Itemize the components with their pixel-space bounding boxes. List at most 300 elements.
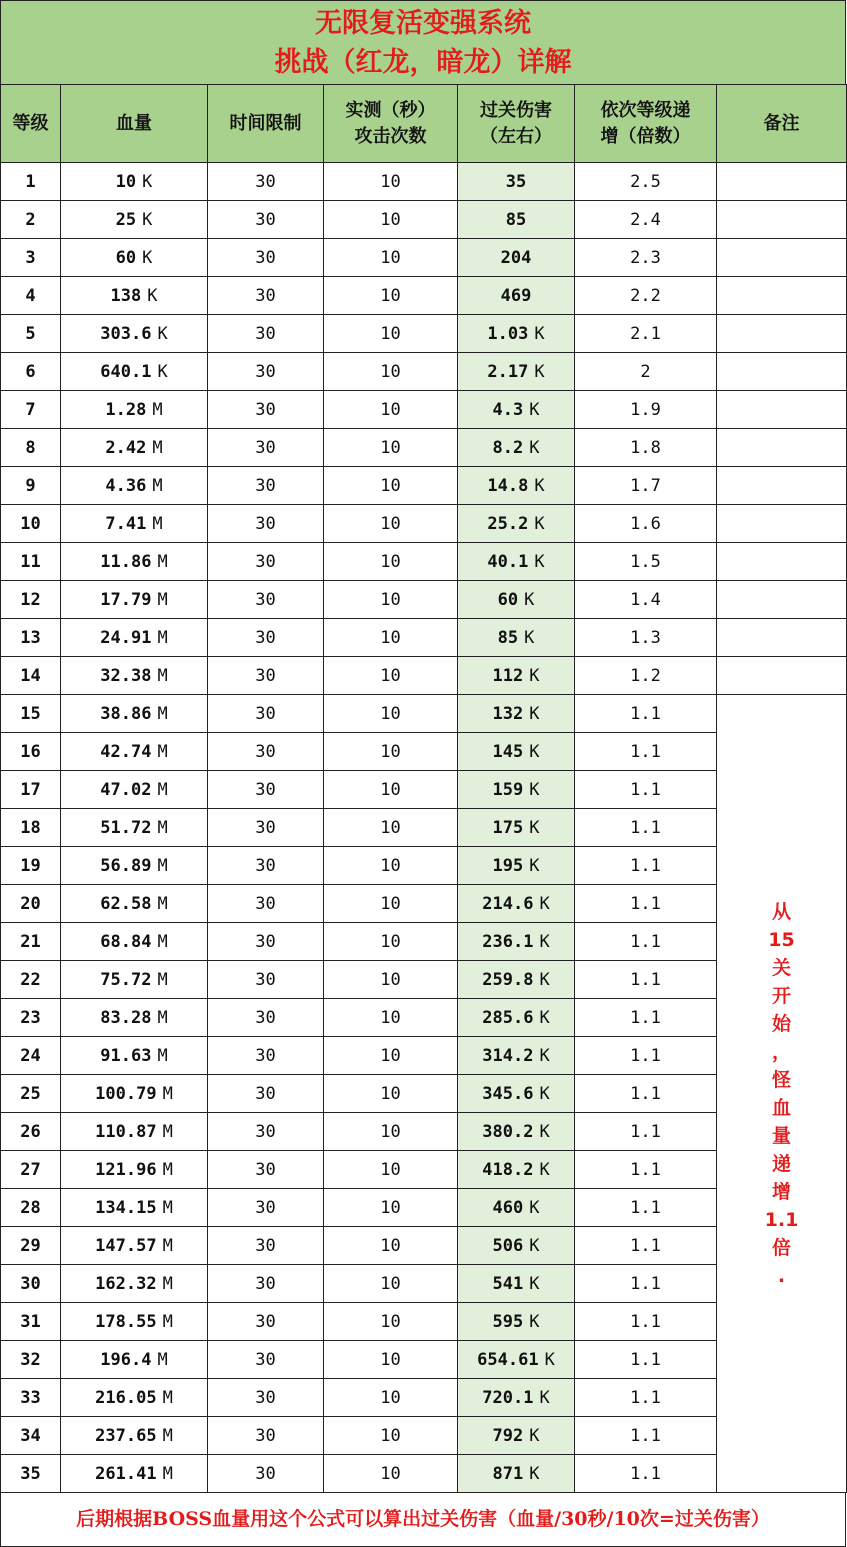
level-cell: 32: [1, 1341, 61, 1379]
damage-unit: K: [544, 1349, 555, 1370]
hp-cell: [61, 961, 208, 999]
hp-value: 196.4: [100, 1349, 152, 1370]
multiplier-cell: 1.1: [575, 1341, 717, 1379]
damage-unit: K: [529, 779, 540, 800]
damage-cell: [458, 1189, 575, 1227]
hp-value: 138: [110, 285, 142, 306]
level-cell: 9: [1, 467, 61, 505]
time-limit-cell: 30: [208, 1455, 324, 1493]
attacks-cell: 10: [324, 885, 458, 923]
level-cell: 22: [1, 961, 61, 999]
damage-value: 60: [497, 589, 519, 610]
vertical-note-char: 增: [771, 1180, 791, 1203]
time-limit-cell: 30: [208, 505, 324, 543]
attacks-cell: 10: [324, 1341, 458, 1379]
hp-cell: [61, 999, 208, 1037]
hp-cell: [61, 1075, 208, 1113]
hp-cell: [61, 1417, 208, 1455]
hp-unit: M: [152, 475, 163, 496]
damage-value: 195: [492, 855, 524, 876]
header-note: 备注: [717, 85, 847, 163]
hp-value: 75.72: [100, 969, 152, 990]
time-limit-cell: 30: [208, 999, 324, 1037]
level-cell: 12: [1, 581, 61, 619]
multiplier-cell: 2.2: [575, 277, 717, 315]
damage-cell: [458, 695, 575, 733]
time-limit-cell: 30: [208, 961, 324, 999]
damage-cell: [458, 391, 575, 429]
hp-unit: M: [152, 399, 163, 420]
damage-unit: K: [529, 817, 540, 838]
hp-value: 134.15: [95, 1197, 157, 1218]
attacks-cell: 10: [324, 277, 458, 315]
vertical-note-char: 倍: [771, 1236, 791, 1259]
damage-cell: [458, 1227, 575, 1265]
damage-unit: K: [539, 1387, 550, 1408]
hp-value: 56.89: [100, 855, 152, 876]
damage-value: 506: [492, 1235, 524, 1256]
level-cell: 24: [1, 1037, 61, 1075]
hp-unit: K: [142, 171, 153, 192]
damage-cell: [458, 1075, 575, 1113]
damage-unit: K: [529, 399, 540, 420]
hp-value: 68.84: [100, 931, 152, 952]
damage-unit: K: [539, 1159, 550, 1180]
level-cell: 10: [1, 505, 61, 543]
note-cell-merged: [717, 695, 847, 1493]
damage-unit: K: [529, 1235, 540, 1256]
level-cell: 29: [1, 1227, 61, 1265]
damage-cell: [458, 201, 575, 239]
level-cell: 13: [1, 619, 61, 657]
multiplier-cell: 1.1: [575, 695, 717, 733]
table-row: [1, 467, 847, 505]
hp-unit: M: [157, 551, 168, 572]
hp-unit: K: [157, 323, 168, 344]
note-cell-empty: [717, 505, 847, 543]
note-cell-empty: [717, 429, 847, 467]
vertical-note-char: 开: [771, 984, 791, 1007]
hp-value: 216.05: [95, 1387, 157, 1408]
level-cell: 34: [1, 1417, 61, 1455]
multiplier-cell: 1.3: [575, 619, 717, 657]
table-row: [1, 353, 847, 391]
time-limit-cell: 30: [208, 1113, 324, 1151]
damage-value: 541: [492, 1273, 524, 1294]
time-limit-cell: 30: [208, 391, 324, 429]
damage-value: 380.2: [482, 1121, 534, 1142]
header-row: [1, 85, 847, 163]
time-limit-cell: 30: [208, 1417, 324, 1455]
level-cell: 23: [1, 999, 61, 1037]
damage-value: 112: [492, 665, 524, 686]
hp-cell: [61, 315, 208, 353]
time-limit-cell: 30: [208, 1037, 324, 1075]
hp-cell: [61, 1037, 208, 1075]
hp-unit: M: [157, 931, 168, 952]
multiplier-cell: 1.1: [575, 1417, 717, 1455]
attacks-cell: 10: [324, 923, 458, 961]
header-multiplier-line-1: 依次等级递: [600, 99, 691, 121]
hp-unit: M: [157, 855, 168, 876]
hp-unit: M: [162, 1083, 173, 1104]
time-limit-cell: 30: [208, 1189, 324, 1227]
hp-cell: [61, 809, 208, 847]
table-row: [1, 695, 847, 733]
damage-value: 25.2: [487, 513, 529, 534]
level-cell: 1: [1, 163, 61, 201]
hp-unit: M: [162, 1463, 173, 1484]
hp-value: 121.96: [95, 1159, 157, 1180]
table-row: [1, 581, 847, 619]
note-cell-empty: [717, 467, 847, 505]
damage-value: 145: [492, 741, 524, 762]
damage-value: 159: [492, 779, 524, 800]
vertical-note-char: ，: [771, 1040, 791, 1063]
damage-unit: K: [534, 361, 545, 382]
level-cell: 25: [1, 1075, 61, 1113]
level-cell: 31: [1, 1303, 61, 1341]
hp-cell: [61, 1341, 208, 1379]
level-cell: 16: [1, 733, 61, 771]
hp-value: 7.41: [105, 513, 147, 534]
hp-value: 32.38: [100, 665, 152, 686]
time-limit-cell: 30: [208, 885, 324, 923]
attacks-cell: 10: [324, 429, 458, 467]
vertical-note-char: 怪: [771, 1068, 791, 1091]
hp-value: 10: [115, 171, 137, 192]
hp-value: 147.57: [95, 1235, 157, 1256]
attacks-cell: 10: [324, 657, 458, 695]
vertical-note-char: 从: [771, 900, 791, 923]
hp-value: 1.28: [105, 399, 147, 420]
damage-cell: [458, 847, 575, 885]
level-cell: 7: [1, 391, 61, 429]
damage-value: 85: [497, 627, 519, 648]
vertical-note: [717, 898, 846, 1290]
level-cell: 2: [1, 201, 61, 239]
multiplier-cell: 1.1: [575, 1189, 717, 1227]
table-row: [1, 163, 847, 201]
level-cell: 14: [1, 657, 61, 695]
table-row: [1, 239, 847, 277]
damage-value: 285.6: [482, 1007, 534, 1028]
hp-cell: [61, 543, 208, 581]
time-limit-cell: 30: [208, 847, 324, 885]
level-table: [0, 84, 847, 1493]
time-limit-cell: 30: [208, 201, 324, 239]
table-row: [1, 315, 847, 353]
damage-value: 236.1: [482, 931, 534, 952]
attacks-cell: 10: [324, 505, 458, 543]
time-limit-cell: 30: [208, 1341, 324, 1379]
damage-value: 8.2: [492, 437, 524, 458]
time-limit-cell: 30: [208, 277, 324, 315]
multiplier-cell: 1.1: [575, 809, 717, 847]
time-limit-cell: 30: [208, 1379, 324, 1417]
hp-unit: K: [142, 209, 153, 230]
multiplier-cell: 1.5: [575, 543, 717, 581]
attacks-cell: 10: [324, 1037, 458, 1075]
hp-cell: [61, 619, 208, 657]
damage-value: 204: [500, 247, 532, 268]
time-limit-cell: 30: [208, 619, 324, 657]
hp-unit: K: [147, 285, 158, 306]
hp-cell: [61, 353, 208, 391]
table-row: [1, 391, 847, 429]
damage-cell: [458, 1341, 575, 1379]
hp-unit: M: [157, 1349, 168, 1370]
multiplier-cell: 1.1: [575, 1037, 717, 1075]
hp-value: 83.28: [100, 1007, 152, 1028]
damage-unit: K: [539, 1083, 550, 1104]
damage-value: 460: [492, 1197, 524, 1218]
attacks-cell: 10: [324, 1113, 458, 1151]
damage-cell: [458, 809, 575, 847]
damage-unit: K: [524, 589, 535, 610]
multiplier-cell: 1.1: [575, 1075, 717, 1113]
damage-cell: [458, 505, 575, 543]
vertical-note-char: .: [777, 1264, 786, 1287]
multiplier-cell: 1.1: [575, 771, 717, 809]
hp-cell: [61, 1455, 208, 1493]
multiplier-cell: 2.1: [575, 315, 717, 353]
multiplier-cell: 1.2: [575, 657, 717, 695]
damage-unit: K: [534, 551, 545, 572]
note-cell-empty: [717, 391, 847, 429]
attacks-cell: 10: [324, 1151, 458, 1189]
level-cell: 6: [1, 353, 61, 391]
hp-unit: M: [157, 1007, 168, 1028]
hp-unit: M: [157, 703, 168, 724]
damage-cell: [458, 1265, 575, 1303]
hp-value: 42.74: [100, 741, 152, 762]
hp-value: 24.91: [100, 627, 152, 648]
attacks-cell: 10: [324, 1379, 458, 1417]
multiplier-cell: 1.1: [575, 1151, 717, 1189]
hp-unit: M: [157, 893, 168, 914]
attacks-cell: 10: [324, 847, 458, 885]
damage-unit: K: [534, 513, 545, 534]
time-limit-cell: 30: [208, 695, 324, 733]
damage-value: 175: [492, 817, 524, 838]
damage-cell: [458, 999, 575, 1037]
multiplier-cell: 1.8: [575, 429, 717, 467]
multiplier-cell: 1.1: [575, 733, 717, 771]
attacks-cell: 10: [324, 771, 458, 809]
header-hp: 血量: [61, 85, 208, 163]
damage-cell: [458, 1151, 575, 1189]
hp-unit: M: [162, 1159, 173, 1180]
damage-value: 214.6: [482, 893, 534, 914]
note-cell-empty: [717, 543, 847, 581]
level-cell: 17: [1, 771, 61, 809]
time-limit-cell: 30: [208, 467, 324, 505]
level-cell: 8: [1, 429, 61, 467]
attacks-cell: 10: [324, 619, 458, 657]
note-cell-empty: [717, 277, 847, 315]
damage-cell: [458, 467, 575, 505]
damage-unit: K: [529, 437, 540, 458]
attacks-cell: 10: [324, 391, 458, 429]
hp-cell: [61, 1151, 208, 1189]
time-limit-cell: 30: [208, 1227, 324, 1265]
level-cell: 30: [1, 1265, 61, 1303]
damage-value: 85: [505, 209, 527, 230]
hp-unit: M: [157, 665, 168, 686]
damage-unit: K: [529, 703, 540, 724]
multiplier-cell: 1.9: [575, 391, 717, 429]
level-cell: 26: [1, 1113, 61, 1151]
level-cell: 4: [1, 277, 61, 315]
time-limit-cell: 30: [208, 1075, 324, 1113]
table-title: [0, 0, 846, 85]
note-cell-empty: [717, 581, 847, 619]
damage-value: 871: [492, 1463, 524, 1484]
hp-cell: [61, 771, 208, 809]
attacks-cell: 10: [324, 809, 458, 847]
hp-cell: [61, 1113, 208, 1151]
hp-cell: [61, 163, 208, 201]
multiplier-cell: 1.1: [575, 1265, 717, 1303]
damage-cell: [458, 239, 575, 277]
multiplier-cell: 1.1: [575, 885, 717, 923]
damage-value: 2.17: [487, 361, 529, 382]
multiplier-cell: 1.1: [575, 923, 717, 961]
attacks-cell: 10: [324, 1075, 458, 1113]
damage-cell: [458, 733, 575, 771]
hp-cell: [61, 467, 208, 505]
damage-cell: [458, 923, 575, 961]
header-attacks: [324, 85, 458, 163]
hp-unit: M: [162, 1311, 173, 1332]
note-cell-empty: [717, 619, 847, 657]
note-cell-empty: [717, 201, 847, 239]
attacks-cell: 10: [324, 1455, 458, 1493]
header-attacks-line-2: 攻击次数: [354, 125, 427, 147]
attacks-cell: 10: [324, 1189, 458, 1227]
header-multiplier-line-2: 增（倍数）: [600, 125, 691, 147]
damage-cell: [458, 1379, 575, 1417]
damage-cell: [458, 961, 575, 999]
header-level: 等级: [1, 85, 61, 163]
time-limit-cell: 30: [208, 429, 324, 467]
vertical-note-char: 15: [768, 928, 795, 951]
hp-cell: [61, 733, 208, 771]
attacks-cell: 10: [324, 695, 458, 733]
damage-value: 720.1: [482, 1387, 534, 1408]
hp-value: 261.41: [95, 1463, 157, 1484]
damage-unit: K: [539, 893, 550, 914]
hp-unit: K: [157, 361, 168, 382]
time-limit-cell: 30: [208, 543, 324, 581]
header-attacks-line-1: 实测（秒）: [345, 99, 436, 121]
hp-cell: [61, 201, 208, 239]
attacks-cell: 10: [324, 315, 458, 353]
hp-cell: [61, 847, 208, 885]
damage-unit: K: [529, 741, 540, 762]
hp-cell: [61, 885, 208, 923]
multiplier-cell: 1.1: [575, 1303, 717, 1341]
damage-value: 345.6: [482, 1083, 534, 1104]
damage-value: 654.61: [477, 1349, 539, 1370]
attacks-cell: 10: [324, 353, 458, 391]
damage-unit: K: [524, 627, 535, 648]
damage-unit: K: [529, 1311, 540, 1332]
hp-unit: M: [162, 1273, 173, 1294]
table-row: [1, 201, 847, 239]
damage-cell: [458, 771, 575, 809]
damage-cell: [458, 429, 575, 467]
level-cell: 28: [1, 1189, 61, 1227]
level-cell: 18: [1, 809, 61, 847]
level-cell: 27: [1, 1151, 61, 1189]
hp-value: 47.02: [100, 779, 152, 800]
multiplier-cell: 1.7: [575, 467, 717, 505]
hp-cell: [61, 657, 208, 695]
multiplier-cell: 2.4: [575, 201, 717, 239]
hp-unit: M: [157, 817, 168, 838]
hp-unit: M: [162, 1235, 173, 1256]
header-time-limit: 时间限制: [208, 85, 324, 163]
time-limit-cell: 30: [208, 581, 324, 619]
attacks-cell: 10: [324, 961, 458, 999]
damage-value: 595: [492, 1311, 524, 1332]
table-row: [1, 543, 847, 581]
hp-value: 62.58: [100, 893, 152, 914]
hp-unit: M: [162, 1121, 173, 1142]
damage-value: 418.2: [482, 1159, 534, 1180]
multiplier-cell: 1.1: [575, 961, 717, 999]
header-damage-line-2: （左右）: [480, 125, 552, 147]
hp-unit: M: [162, 1197, 173, 1218]
time-limit-cell: 30: [208, 733, 324, 771]
hp-cell: [61, 1303, 208, 1341]
multiplier-cell: 2.5: [575, 163, 717, 201]
hp-value: 2.42: [105, 437, 147, 458]
level-cell: 5: [1, 315, 61, 353]
damage-value: 35: [505, 171, 527, 192]
level-cell: 21: [1, 923, 61, 961]
vertical-note-char: 血: [771, 1096, 791, 1119]
damage-value: 314.2: [482, 1045, 534, 1066]
hp-unit: M: [157, 627, 168, 648]
attacks-cell: 10: [324, 1227, 458, 1265]
damage-cell: [458, 619, 575, 657]
hp-unit: M: [162, 1425, 173, 1446]
damage-cell: [458, 1417, 575, 1455]
hp-cell: [61, 391, 208, 429]
hp-value: 91.63: [100, 1045, 152, 1066]
damage-cell: [458, 543, 575, 581]
damage-cell: [458, 315, 575, 353]
damage-cell: [458, 353, 575, 391]
level-cell: 3: [1, 239, 61, 277]
damage-value: 132: [492, 703, 524, 724]
time-limit-cell: 30: [208, 163, 324, 201]
multiplier-cell: 1.1: [575, 1379, 717, 1417]
time-limit-cell: 30: [208, 923, 324, 961]
attacks-cell: 10: [324, 543, 458, 581]
vertical-note-char: 1.1: [764, 1208, 799, 1231]
level-cell: 33: [1, 1379, 61, 1417]
formula-footer: 后期根据BOSS血量用这个公式可以算出过关伤害（血量/30秒/10次=过关伤害）: [0, 1492, 846, 1547]
damage-unit: K: [534, 475, 545, 496]
note-cell-empty: [717, 353, 847, 391]
damage-cell: [458, 1303, 575, 1341]
time-limit-cell: 30: [208, 1303, 324, 1341]
multiplier-cell: 1.1: [575, 1455, 717, 1493]
